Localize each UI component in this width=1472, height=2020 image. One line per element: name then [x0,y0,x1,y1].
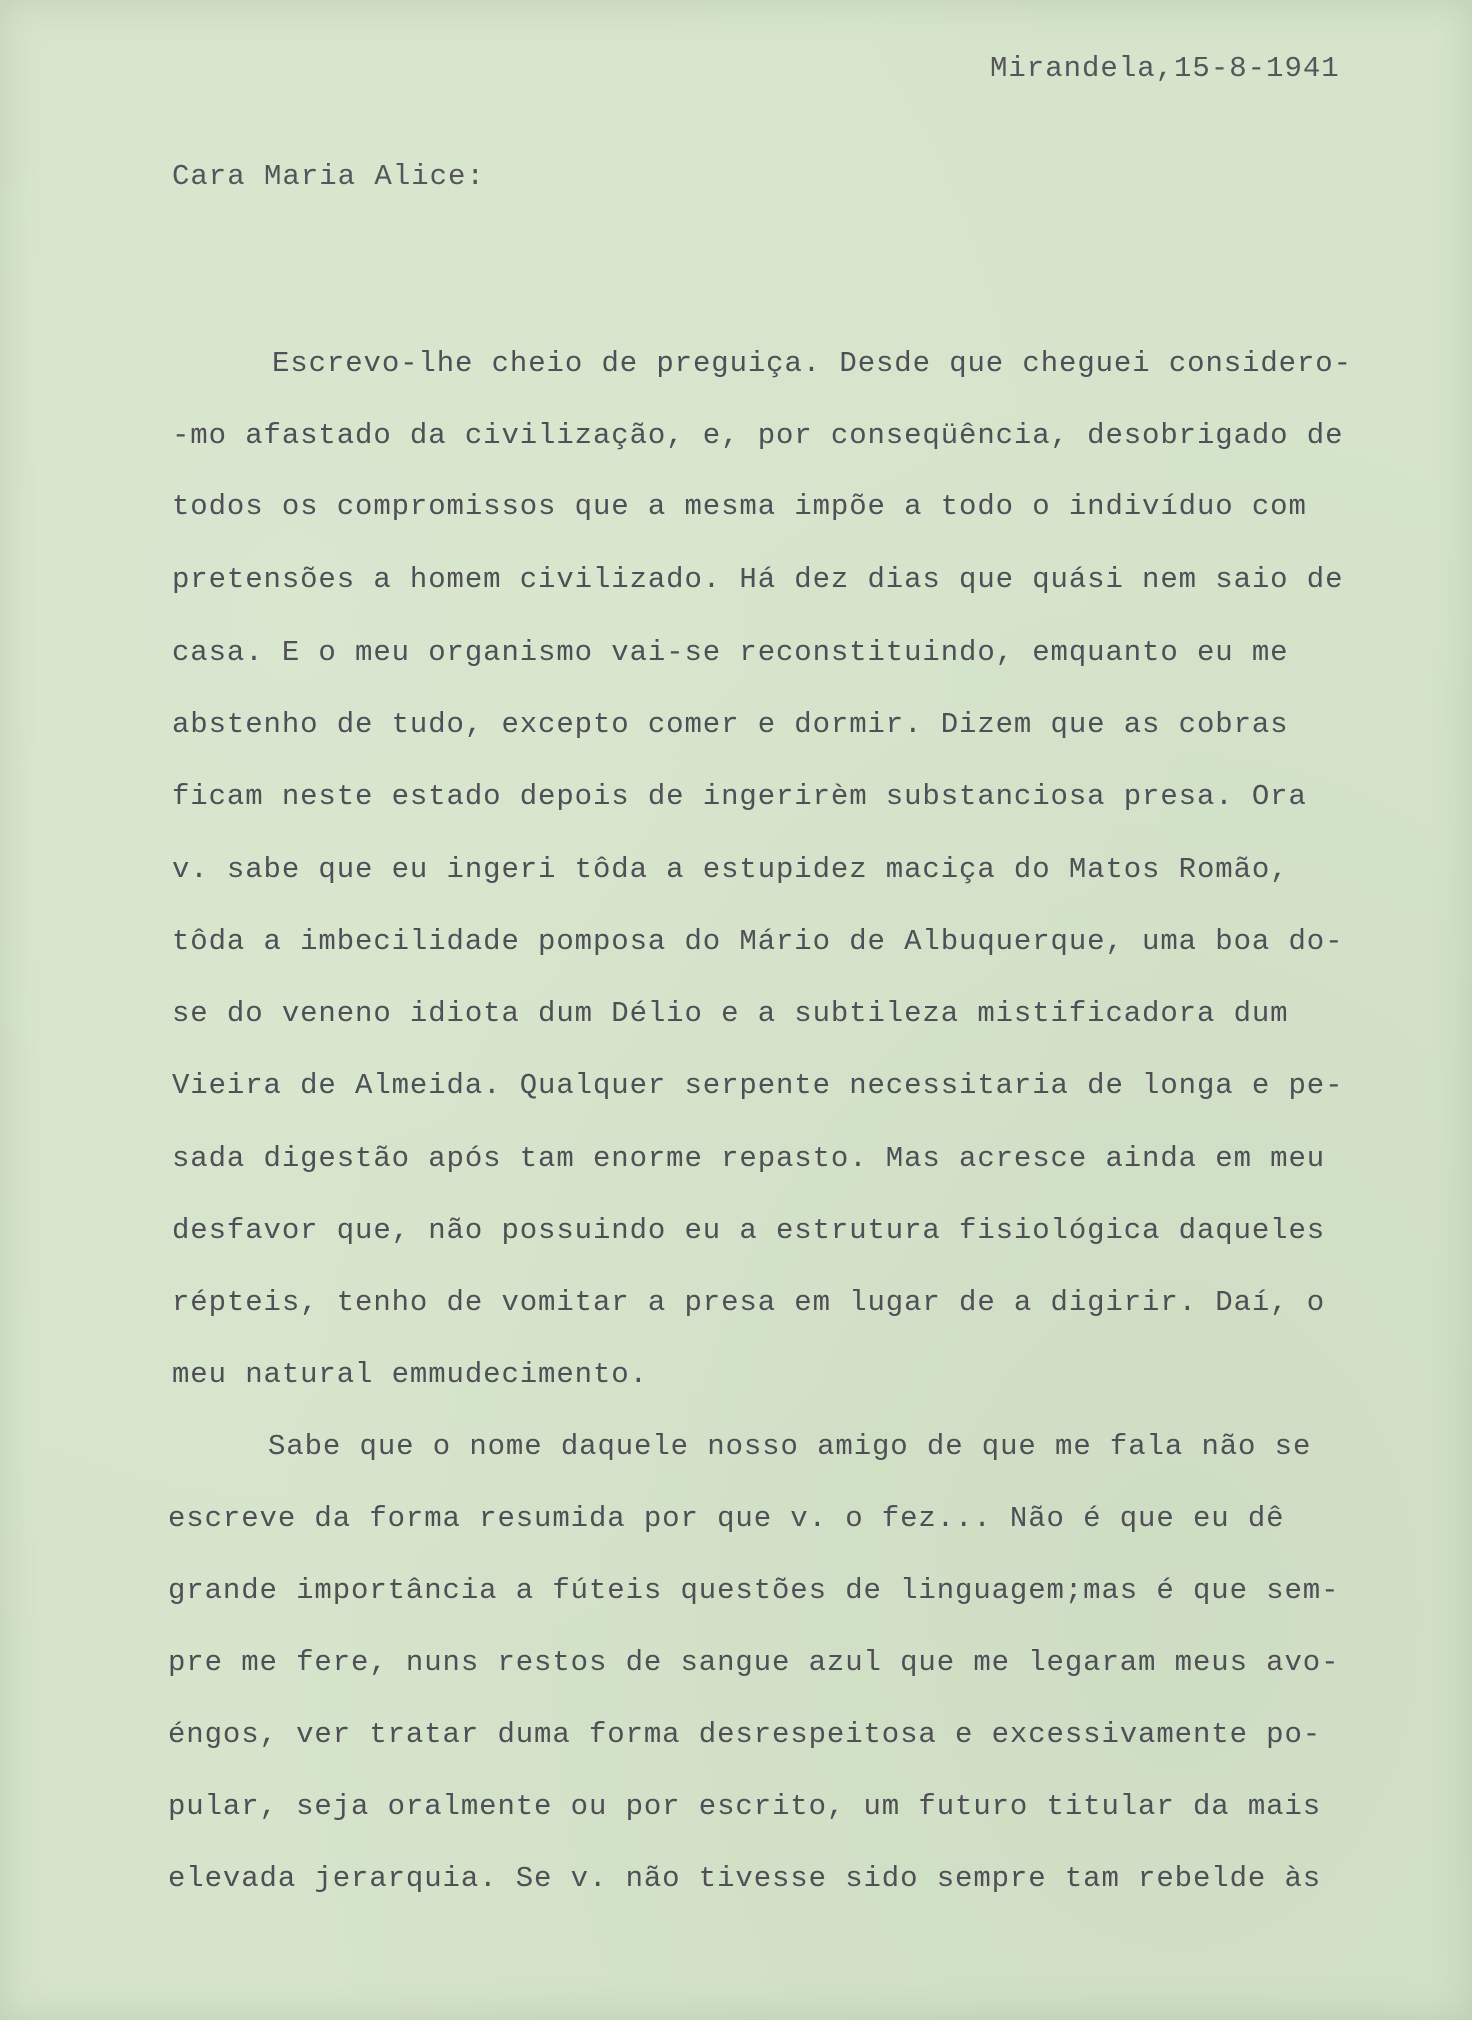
letter-line: elevada jerarquia. Se v. não tivesse sido sempre tam rebelde às [168,1862,1322,1895]
letter-line: se do veneno idiota dum Délio e a subtileza mistificadora dum [172,997,1289,1030]
letter-salutation: Cara Maria Alice: [172,160,485,193]
letter-line: Sabe que o nome daquele nosso amigo de que me fala não se [268,1430,1312,1463]
letter-line: grande importância a fúteis questões de linguagem;mas é que sem- [168,1574,1340,1607]
letter-line: ficam neste estado depois de ingerirèm substanciosa presa. Ora [172,780,1307,813]
letter-line: meu natural emmudecimento. [172,1358,648,1391]
letter-line: todos os compromissos que a mesma impõe a todo o indivíduo com [172,490,1307,523]
letter-line: sada digestão após tam enorme repasto. Mas acresce ainda em meu [172,1142,1326,1175]
letter-line: casa. E o meu organismo vai-se reconstituindo, emquanto eu me [172,636,1289,669]
letter-line: escreve da forma resumida por que v. o fez... Não é que eu dê [168,1502,1285,1535]
letter-line: tôda a imbecilidade pomposa do Mário de Albuquerque, uma boa do- [172,925,1344,958]
letter-line: pretensões a homem civilizado. Há dez dias que quási nem saio de [172,563,1344,596]
letter-line: Escrevo-lhe cheio de preguiça. Desde que cheguei considero- [272,347,1352,380]
letter-line: éngos, ver tratar duma forma desrespeitosa e excessivamente po- [168,1718,1322,1751]
letter-line: pre me fere, nuns restos de sangue azul que me legaram meus avo- [168,1646,1340,1679]
letter-line: desfavor que, não possuindo eu a estrutura fisiológica daqueles [172,1214,1326,1247]
letter-line: répteis, tenho de vomitar a presa em lugar de a digirir. Daí, o [172,1286,1326,1319]
letter-line: v. sabe que eu ingeri tôda a estupidez maciça do Matos Romão, [172,853,1289,886]
letter-line: -mo afastado da civilização, e, por conseqüência, desobrigado de [172,419,1344,452]
letter-date: Mirandela,15-8-1941 [990,52,1340,85]
letter-line: pular, seja oralmente ou por escrito, um futuro titular da mais [168,1790,1322,1823]
letter-line: abstenho de tudo, excepto comer e dormir. Dizem que as cobras [172,708,1289,741]
letter-line: Vieira de Almeida. Qualquer serpente necessitaria de longa e pe- [172,1069,1344,1102]
